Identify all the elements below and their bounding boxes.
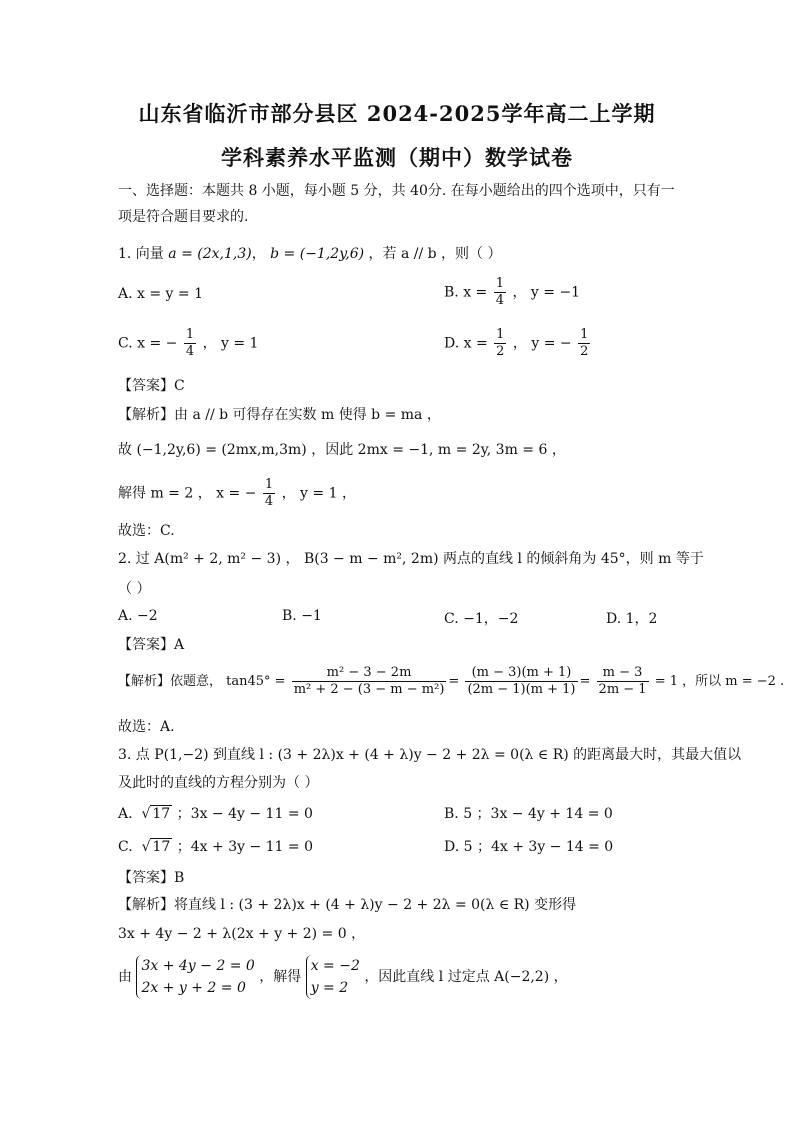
q2-fraction-3: $\frac{m - 3}{2m - 1}$ (598, 665, 647, 697)
q3-system-2-eq1: x = −2 (310, 958, 360, 974)
q3-system-1-eq1: 3x + 4y − 2 = 0 (141, 958, 255, 974)
q1-vector-b: b = (−1,2y,6) (270, 246, 365, 262)
q3-option-c-eq: ；4x + 3y − 11 = 0 (176, 839, 313, 855)
q1-option-d-fraction-y: $\frac{1}{2}$ (580, 327, 589, 359)
q2-conclusion: 故选：A. (118, 719, 175, 735)
q1-number: 1. 向量 (118, 246, 164, 262)
q3-solution-line1: 【解析】将直线 l : (3 + 2λ)x + (4 + λ)y − 2 + 2λ = 0(λ ∈ R) 变形得 (118, 897, 577, 913)
q1-option-d (444, 327, 592, 360)
q2-solution-text: 【解析】依题意， tan45° = (118, 674, 286, 689)
q3-system-2 (306, 955, 360, 999)
q3-option-c-root: 17 (152, 839, 171, 855)
q3-stem: 3. 点 P(1,−2) 到直线 l : (3 + 2λ)x + (4 + λ)y − 2 + 2λ = 0(λ ∈ R) 的距离最大时，其最大值以 (118, 747, 742, 763)
q2-option-c: C. −1，−2 (444, 611, 519, 627)
q2-option-b: B. −1 (282, 608, 322, 624)
q1-solution-line2: 故 (−1,2y,6) = (2mx,m,3m) ，因此 2mx = −1, m = 2y, 3m = 6 ， (118, 442, 566, 458)
q3-option-a-eq: ；3x − 4y − 11 = 0 (176, 806, 313, 822)
q3-system-1 (136, 955, 254, 999)
q3-solution-line3-mid: ，解得 (259, 969, 302, 985)
q3-answer: 【答案】B (118, 870, 185, 886)
q2-fraction-1: $\frac{\text{m² − 3 − 2m}}{\text{m² + 2 − (3 − m − m²)}}$ (293, 665, 445, 697)
q3-solution-line3 (118, 955, 568, 999)
q1-option-d-mid: ， y = − (512, 335, 572, 352)
q1-option-b-text: B. x = (444, 284, 488, 301)
q1-solution-line3-text: 解得 m = 2 ， x = − (118, 485, 257, 502)
q2-stem-blank: （ ） (118, 581, 151, 597)
q1-option-d-fraction-x: $\frac{1}{2}$ (496, 327, 505, 359)
q1-option-b-tail: ， y = −1 (512, 284, 581, 301)
q1-solution-line3-tail: ， y = 1 ， (281, 485, 356, 502)
q1-option-d-text: D. x = (444, 335, 488, 352)
q2-solution-tail: = 1 ，所以 m = −2 . (654, 674, 785, 689)
q1-solution-line1: 【解析】由 a // b 可得存在实数 m 使得 b = ma ， (118, 407, 441, 423)
q1-condition: ，若 a // b ，则（ ） (368, 246, 502, 262)
q3-option-a: A. √ 17 ；3x − 4y − 11 = 0 (118, 806, 313, 822)
q1-solution-line3 (118, 477, 356, 510)
section-heading-cont: 项是符合题目要求的. (118, 209, 249, 225)
q1-option-c-tail: ， y = 1 (202, 335, 259, 352)
q2-option-d: D. 1，2 (606, 611, 658, 627)
q1-option-c-fraction: $\frac{1}{4}$ (185, 327, 195, 359)
q2-solution: 【解析】依题意， tan45° = $\frac{\text{m² − 3 − 2m}}{\text{m² + 2 − (3 − m − m²)}}$ = $\frac{(m - 3)(m + 1)}{(2m - 1)(m + 1)}$ = $\frac{m - 3}{2m - 1}$ = 1 ，所以 m = −2 . (118, 665, 785, 697)
q3-option-d: D. 5 ；4x + 3y − 14 = 0 (444, 839, 614, 855)
q3-option-a-root: 17 (152, 806, 171, 822)
q1-option-b (444, 276, 580, 309)
q3-system-2-eq2: y = 2 (310, 980, 349, 996)
q3-option-c: C. √ 17 ；4x + 3y − 11 = 0 (118, 839, 313, 855)
q2-stem: 2. 过 A(m² + 2, m² − 3) ， B(3 − m − m², 2m) 两点的直线 l 的倾斜角为 45°，则 m 等于 (118, 551, 704, 567)
q2-fraction-2: $\frac{(m - 3)(m + 1)}{(2m - 1)(m + 1)}$ (467, 665, 576, 697)
q1-option-c (118, 327, 258, 360)
q3-system-1-eq2: 2x + y + 2 = 0 (141, 980, 246, 996)
q1-conclusion: 故选：C. (118, 523, 175, 539)
q3-option-b: B. 5 ；3x − 4y + 14 = 0 (444, 806, 613, 822)
q1-option-c-text: C. x = − (118, 335, 178, 352)
q1-stem: 1. 向量 a = (2x,1,3)， b = (−1,2y,6) ，若 a // b ，则（ ） (118, 246, 502, 262)
q3-solution-line3-text: 由 (118, 969, 132, 985)
document-title-line1: 山东省临沂市部分县区 2024-2025学年高二上学期 (138, 101, 656, 126)
q3-stem-cont: 及此时的直线的方程分别为（ ） (118, 775, 319, 791)
q3-solution-line2: 3x + 4y − 2 + λ(2x + y + 2) = 0 ， (118, 926, 366, 942)
q1-solution-fraction: $\frac{1}{4}$ (264, 477, 274, 509)
q2-answer: 【答案】A (118, 637, 185, 653)
q1-option-b-fraction: $\frac{1}{4}$ (495, 276, 504, 308)
q1-answer: 【答案】C (118, 378, 185, 394)
q2-option-a: A. −2 (118, 608, 158, 624)
q1-option-a: A. x = y = 1 (118, 286, 203, 302)
document-title-line2: 学科素养水平监测（期中）数学试卷 (221, 145, 573, 170)
section-heading: 一、选择题：本题共 8 小题，每小题 5 分，共 40分. 在每小题给出的四个选项中，只有一 (118, 183, 675, 199)
q1-vector-a: a = (2x,1,3) (168, 246, 252, 262)
q3-solution-line3-tail: ，因此直线 l 过定点 A(−2,2) ， (364, 969, 568, 985)
